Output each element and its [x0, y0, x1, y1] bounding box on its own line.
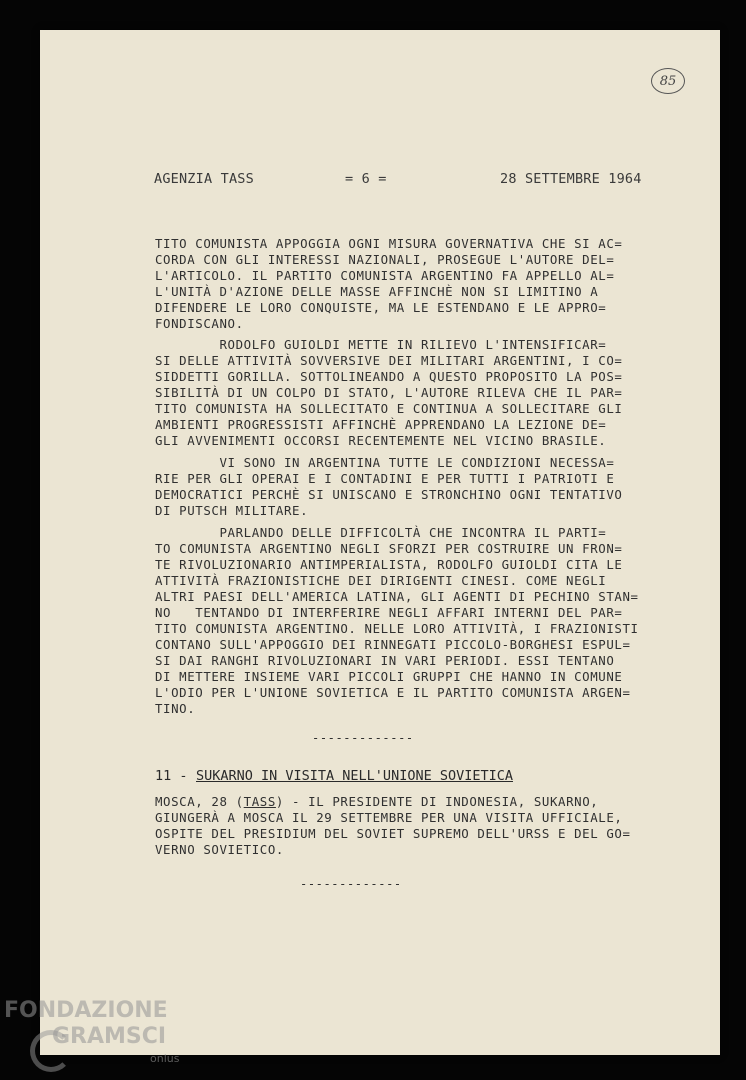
dateline-agency: TASS [243, 794, 276, 809]
section-text-line: GIUNGERÀ A MOSCA IL 29 SETTEMBRE PER UNA VISITA UFFICIALE, [155, 810, 623, 825]
text-line: DI METTERE INSIEME VARI PICCOLI GRUPPI CHE HANNO IN COMUNE [155, 669, 623, 684]
section-number: 11 - [155, 768, 188, 784]
text-line: TITO COMUNISTA HA SOLLECITATO E CONTINUA A SOLLECITARE GLI [155, 401, 623, 416]
text-line: SIBILITÀ DI UN COLPO DI STATO, L'AUTORE RILEVA CHE IL PAR= [155, 385, 623, 400]
section-text-line [155, 795, 598, 809]
text-line: SI DELLE ATTIVITÀ SOVVERSIVE DEI MILITARI ARGENTINI, I CO= [155, 353, 623, 368]
page-number-stamp: 85 [651, 68, 685, 94]
text-line: RIE PER GLI OPERAI E I CONTADINI E PER TUTTI I PATRIOTI E [155, 471, 615, 486]
text-line: L'ARTICOLO. IL PARTITO COMUNISTA ARGENTINO FA APPELLO AL= [155, 268, 615, 283]
separator-line: ------------- [300, 877, 402, 891]
section-text: ) - IL PRESIDENTE DI INDONESIA, SUKARNO, [275, 794, 599, 809]
watermark-line-2: GRAMSCI [52, 1024, 167, 1049]
watermark-line-1: FONDAZIONE [4, 998, 168, 1023]
text-line: TO COMUNISTA ARGENTINO NEGLI SFORZI PER COSTRUIRE UN FRON= [155, 541, 623, 556]
text-line: DI PUTSCH MILITARE. [155, 503, 309, 518]
text-line: NO TENTANDO DI INTERFERIRE NEGLI AFFARI INTERNI DEL PAR= [155, 605, 623, 620]
text-line: L'ODIO PER L'UNIONE SOVIETICA E IL PARTITO COMUNISTA ARGEN= [155, 685, 631, 700]
text-line: PARLANDO DELLE DIFFICOLTÀ CHE INCONTRA IL PARTI= [155, 525, 607, 540]
text-line: TITO COMUNISTA APPOGGIA OGNI MISURA GOVERNATIVA CHE SI AC= [155, 236, 623, 251]
dateline-city: MOSCA, 28 ( [155, 794, 244, 809]
text-line: SI DAI RANGHI RIVOLUZIONARI IN VARI PERIODI. ESSI TENTANO [155, 653, 615, 668]
text-line: VI SONO IN ARGENTINA TUTTE LE CONDIZIONI NECESSA= [155, 455, 615, 470]
text-line: ATTIVITÀ FRAZIONISTICHE DEI DIRIGENTI CINESI. COME NEGLI [155, 573, 607, 588]
text-line: TE RIVOLUZIONARIO ANTIMPERIALISTA, RODOLFO GUIOLDI CITA LE [155, 557, 623, 572]
watermark-subtitle: onlus [150, 1052, 180, 1065]
text-line: CORDA CON GLI INTERESSI NAZIONALI, PROSEGUE L'AUTORE DEL= [155, 252, 615, 267]
header-page-number: = 6 = [345, 171, 387, 187]
text-line: AMBIENTI PROGRESSISTI AFFINCHÈ APPRENDANO LA LEZIONE DE= [155, 417, 607, 432]
text-line: FONDISCANO. [155, 316, 244, 331]
text-line: ALTRI PAESI DELL'AMERICA LATINA, GLI AGENTI DI PECHINO STAN= [155, 589, 639, 604]
text-line: DEMOCRATICI PERCHÈ SI UNISCANO E STRONCHINO OGNI TENTATIVO [155, 487, 623, 502]
header-date: 28 SETTEMBRE 1964 [500, 171, 642, 187]
text-line: RODOLFO GUIOLDI METTE IN RILIEVO L'INTENSIFICAR= [155, 337, 607, 352]
text-line: TINO. [155, 701, 196, 716]
text-line: GLI AVVENIMENTI OCCORSI RECENTEMENTE NEL VICINO BRASILE. [155, 433, 607, 448]
watermark [4, 998, 168, 1050]
separator-line: ------------- [312, 731, 414, 745]
section-text-line: VERNO SOVIETICO. [155, 842, 284, 857]
text-line: L'UNITÀ D'AZIONE DELLE MASSE AFFINCHÈ NON SI LIMITINO A [155, 284, 599, 299]
text-line: CONTANO SULL'APPOGGIO DEI RINNEGATI PICCOLO-BORGHESI ESPUL= [155, 637, 631, 652]
header-agency: AGENZIA TASS [154, 171, 254, 187]
text-line: SIDDETTI GORILLA. SOTTOLINEANDO A QUESTO PROPOSITO LA POS= [155, 369, 623, 384]
section-title: SUKARNO IN VISITA NELL'UNIONE SOVIETICA [196, 768, 513, 784]
text-line: TITO COMUNISTA ARGENTINO. NELLE LORO ATTIVITÀ, I FRAZIONISTI [155, 621, 639, 636]
section-text-line: OSPITE DEL PRESIDIUM DEL SOVIET SUPREMO DELL'URSS E DEL GO= [155, 826, 631, 841]
text-line: DIFENDERE LE LORO CONQUISTE, MA LE ESTENDANO E LE APPRO= [155, 300, 607, 315]
